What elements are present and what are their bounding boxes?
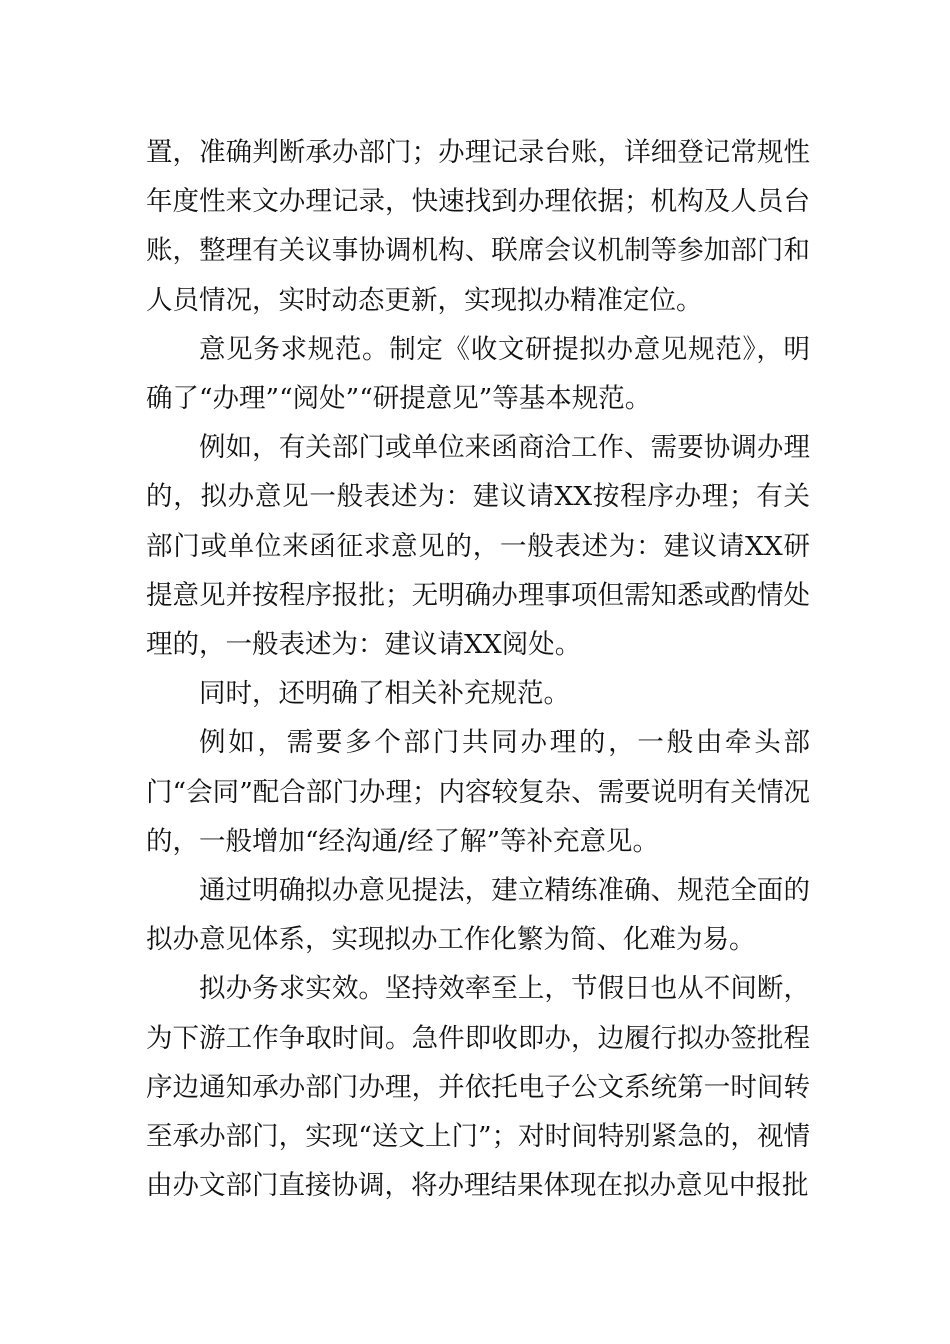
paragraph: 拟办务求实效。坚持效率至上，节假日也从不间断，为下游工作争取时间。急件即收即办，边履行拟办签批程序边通知承办部门办理，并依托电子公文系统第一时间转至承办部门，实现“送文上门”；对时间特别紧急的，视情由办文部门直接协调，将办理结果体现在拟办意见中报批 [146, 973, 810, 1202]
paragraph: 通过明确拟办意见提法，建立精练准确、规范全面的拟办意见体系，实现拟办工作化繁为简、化难为易。 [146, 875, 810, 956]
paragraph: 例如，需要多个部门共同办理的，一般由牵头部门“会同”配合部门办理；内容较复杂、需要说明有关情况的，一般增加“经沟通/经了解”等补充意见。 [146, 727, 810, 857]
document-body [146, 128, 810, 1210]
paragraph-continued: 置，准确判断承办部门；办理记录台账，详细登记常规性年度性来文办理记录，快速找到办理依据；机构及人员台账，整理有关议事协调机构、联席会议机制等参加部门和人员情况，实时动态更新，实现拟办精准定位。 [146, 137, 810, 316]
paragraph: 例如，有关部门或单位来函商洽工作、需要协调办理的，拟办意见一般表述为：建议请XX按程序办理；有关部门或单位来函征求意见的，一般表述为：建议请XX研提意见并按程序报批；无明确办理事项但需知悉或酌情处理的，一般表述为：建议请XX阅处。 [146, 432, 810, 661]
paragraph: 意见务求规范。制定《收文研提拟办意见规范》，明确了“办理”“阅处”“研提意见”等基本规范。 [146, 333, 810, 415]
paragraph: 同时，还明确了相关补充规范。 [199, 678, 570, 710]
